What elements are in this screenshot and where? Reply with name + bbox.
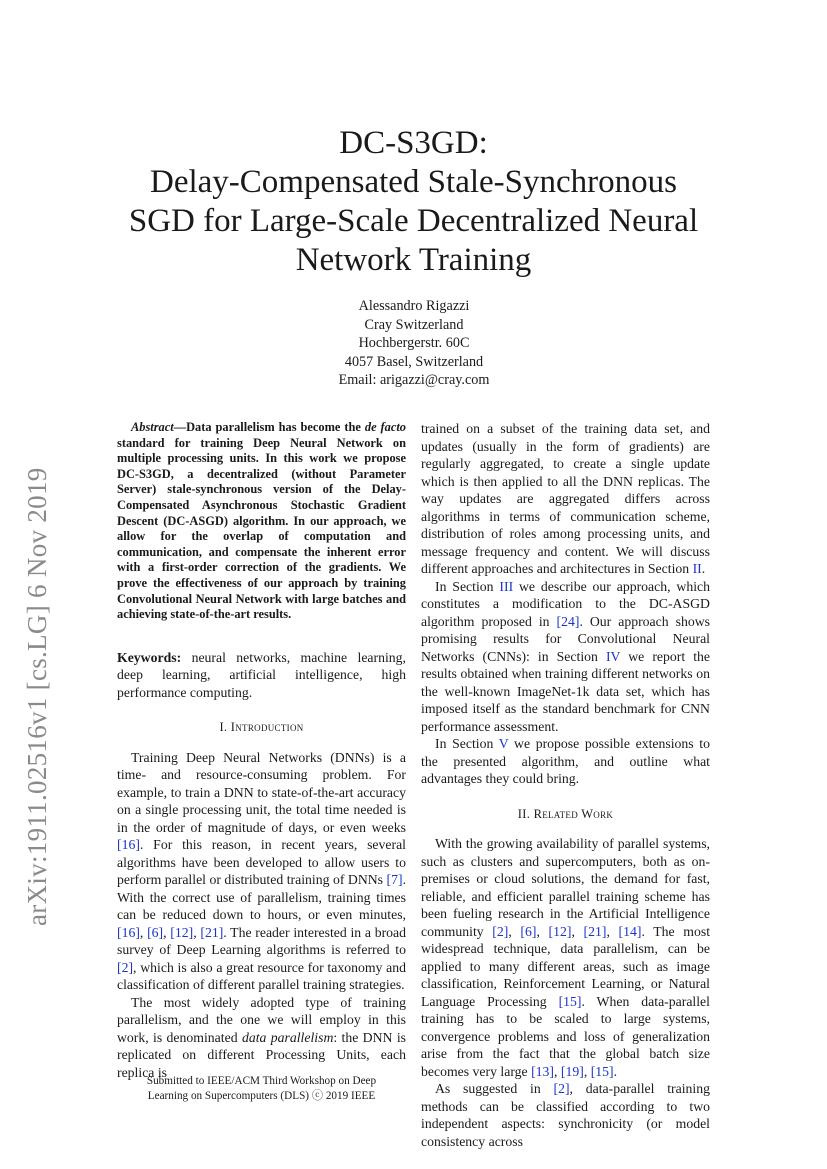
title-line: Network Training — [295, 242, 532, 278]
citation-link[interactable]: [15] — [590, 1063, 614, 1079]
section-link[interactable]: II — [692, 561, 702, 576]
title-line: SGD for Large-Scale Decentralized Neural — [128, 203, 699, 239]
keywords: Keywords: neural networks, machine learning, deep learning, artificial intelligence, high performance computing. — [117, 649, 406, 700]
body-paragraph: As suggested in [2], data-parallel training methods can be classified according to two independent aspects: synchronicity (or model consistency across — [421, 1081, 710, 1149]
abstract: Abstract—Data parallelism has become the de facto standard for training Deep Neural Network on multiple processing units. In this work we propose DC-S3GD, a decentralized (without Parameter Server) stale-synchronous version of the Delay-Compensated Asynchronous Stochastic Gradient Descent (DC-ASGD) algorithm. In our approach, we allow for the overlap of computation and communication, and compensate the inherent error with a first-order correction of the gradients. We prove the effectiveness of our approach by training Convolutional Neural Network with large batches and achieving state-of-the-art results. — [117, 420, 406, 622]
body-paragraph: In Section III we describe our approach, which constitutes a modification to the DC-ASGD algorithm proposed in [24]. Our approach shows promising results for Convolutional Neural Networks (CNNs): in Section IV we report the results obtained when training different networks on the well-known ImageNet-1k data set, which has imposed itself as the standard benchmark for CNN performance assessment. — [421, 578, 710, 734]
right-column — [421, 420, 710, 1150]
section-link[interactable]: V — [498, 736, 509, 751]
citation-link[interactable]: [13] — [531, 1063, 555, 1079]
citation-link[interactable]: [12] — [170, 924, 194, 940]
left-column — [117, 420, 406, 1081]
intro-paragraph: Training Deep Neural Networks (DNNs) is a time- and resource-consuming problem. For example, to train a DNN to state-of-the-art accuracy on a single processing unit, the total time needed is in the order of magnitude of days, or even weeks [16]. For this reason, in recent years, several algorithms have been developed to allow users to perform parallel or distributed training of DNNs [7]. With the correct use of parallelism, training times can be reduced down to hours, or even minutes, [16], [6], [12], [21]. The reader interested in a broad survey of Deep Learning algorithms is referred to [2], which is also a great resource for taxonomy and classification of different parallel training strategies. — [117, 749, 407, 993]
author-affiliation: Cray Switzerland — [364, 316, 464, 333]
citation-link[interactable]: [24] — [556, 613, 580, 629]
author-city: 4057 Basel, Switzerland — [344, 353, 484, 370]
title-line: Delay-Compensated Stale-Synchronous — [150, 164, 677, 200]
author-email[interactable]: Email: arigazzi@cray.com — [338, 372, 490, 389]
citation-link[interactable]: [2] — [117, 959, 134, 975]
paper-title — [80, 124, 747, 280]
citation-link[interactable]: [21] — [583, 923, 607, 939]
copyright-icon: ⓒ — [311, 1090, 324, 1102]
arxiv-identifier-stamp[interactable]: arXiv:1911.02516v1 [cs.LG] 6 Nov 2019 — [22, 467, 52, 926]
author-name: Alessandro Rigazzi — [358, 298, 470, 314]
citation-link[interactable]: [2] — [553, 1081, 570, 1096]
body-paragraph: In Section V we propose possible extensions to the presented algorithm, and outline what advantages they could bring. — [421, 736, 710, 786]
section-heading-introduction: I. Introduction — [219, 720, 304, 735]
submission-footnote: Submitted to IEEE/ACM Third Workshop on Deep Learning on Supercomputers (DLS) ⓒ 2019 IEEE — [146, 1075, 377, 1102]
section-heading-related-work: II. Related Work — [517, 806, 614, 821]
keywords-label: Keywords: — [117, 649, 182, 665]
citation-link[interactable]: [16] — [117, 837, 140, 853]
author-block — [214, 297, 614, 390]
section-link[interactable]: IV — [605, 648, 621, 664]
body-paragraph: trained on a subset of the training data set, and updates (usually in the form of gradients) are regularly aggregated, to create a single update which is then applied to all the DNN replicas. The way updates are aggregated differs across algorithms in terms of communication scheme, distribution of roles among processing units, and message frequency and content. We will discuss different approaches and architectures in Section II. — [421, 421, 710, 576]
citation-link[interactable]: [21] — [200, 924, 224, 940]
abstract-label: Abstract — [131, 420, 174, 434]
citation-link[interactable]: [16] — [117, 924, 140, 940]
body-paragraph: With the growing availability of parallel systems, such as clusters and supercomputers, both as on-premises or cloud solutions, the demand for fast, reliable, and efficient parallel training scheme has been fueling research in the Artificial Intelligence community [2], [6], [12], [21], [14]. The most widespread technique, data parallelism, can be applied to many different areas, such as image classification, Reinforcement Learning, or Natural Language Processing [15]. When data-parallel training has to be scaled to large systems, convergence problems and loss of generalization arise from the fact that the global batch size becomes very large [13], [19], [15]. — [421, 836, 711, 1079]
citation-link[interactable]: [7] — [386, 872, 403, 888]
citation-link[interactable]: [2] — [492, 923, 509, 939]
author-street: Hochbergerstr. 60C — [358, 335, 470, 352]
citation-link[interactable]: [19] — [560, 1063, 584, 1079]
citation-link[interactable]: [15] — [558, 993, 582, 1009]
citation-link[interactable]: [6] — [147, 924, 164, 940]
intro-paragraph: The most widely adopted type of training parallelism, and the one we will employ in this work, is denominated data parallelism: the DNN is replicated on different Processing Units, each replica is — [117, 994, 406, 1080]
citation-link[interactable]: [12] — [548, 923, 572, 939]
title-line: DC-S3GD: — [339, 125, 488, 161]
citation-link[interactable]: [6] — [520, 923, 537, 939]
citation-link[interactable]: [14] — [618, 923, 642, 939]
section-link[interactable]: III — [499, 578, 514, 594]
